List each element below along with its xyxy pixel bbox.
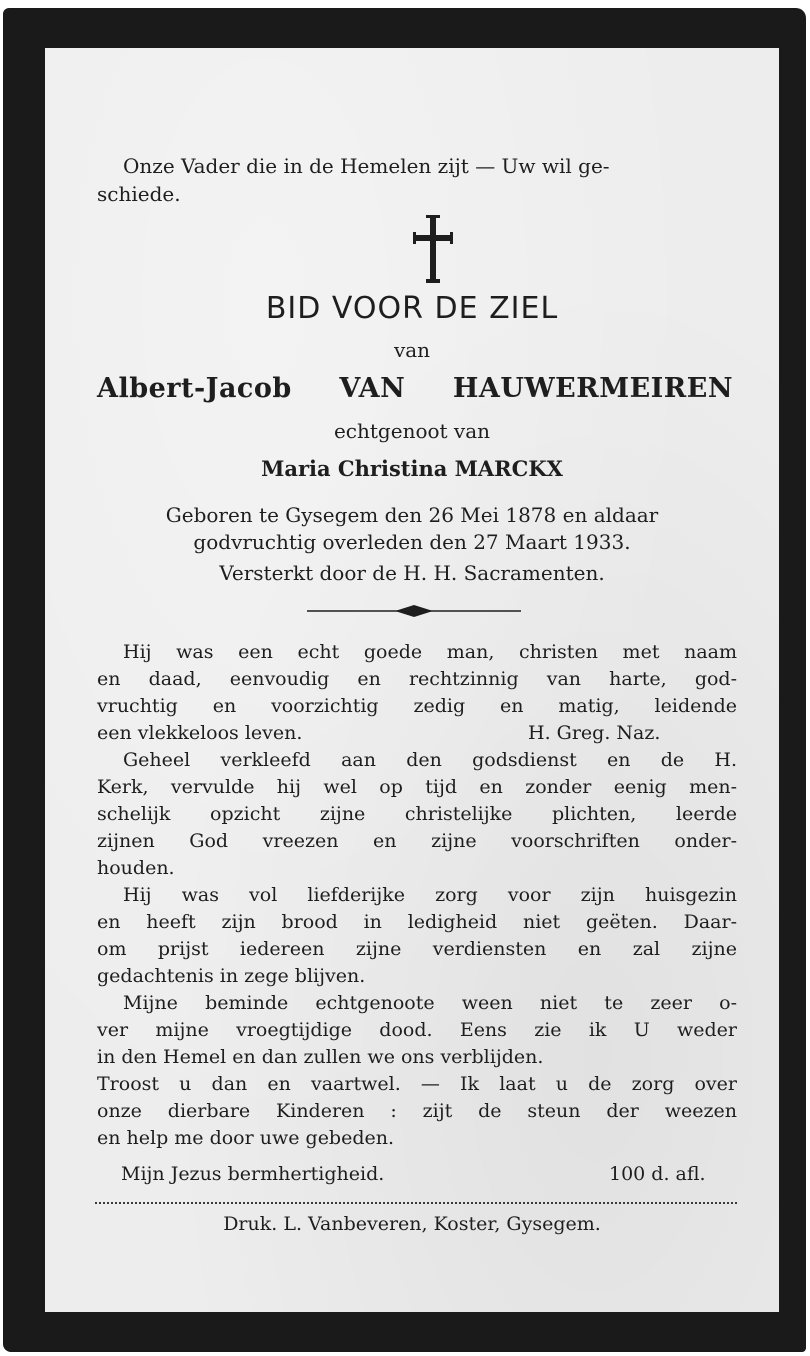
body-line: Troost u dan en vaartwel. — Ik laat u de zorg over — [97, 1073, 737, 1095]
body-line: en daad, eenvoudig en rechtzinnig van harte, god- — [97, 668, 737, 690]
body-line: onze dierbare Kinderen : zijt de steun der weezen — [97, 1100, 737, 1122]
prayer-line-1: Onze Vader die in de Hemelen zijt — Uw wil ge- — [123, 154, 610, 178]
body-line: gedachtenis in zege blijven. — [97, 965, 366, 987]
body-line: Mijne beminde echtgenoote ween niet te zeer o- — [123, 992, 737, 1014]
van-label: van — [393, 338, 431, 362]
card-paper — [45, 48, 779, 1312]
quote-attribution: H. Greg. Naz. — [528, 722, 661, 744]
ornament-divider — [307, 604, 521, 618]
body-line: Geheel verkleefd aan den godsdienst en de H. — [123, 749, 737, 771]
body-line: zijnen God vreezen en zijne voorschriften onder- — [97, 830, 737, 852]
body-line: om prijst iedereen zijne verdiensten en zal zijne — [97, 938, 737, 960]
body-line: een vlekkeloos leven. — [97, 722, 303, 744]
memorial-card — [3, 8, 806, 1352]
spouse-of-label: echtgenoot van — [333, 419, 491, 443]
body-line: Hij was een echt goede man, christen met naam — [123, 641, 737, 663]
dotted-divider — [95, 1202, 737, 1204]
printer-line: Druk. L. Vanbeveren, Koster, Gysegem. — [223, 1213, 601, 1235]
body-line: ver mijne vroegtijdige dood. Eens zie ik U weder — [97, 1019, 737, 1041]
deceased-name: Albert-Jacob VAN HAUWERMEIREN — [97, 373, 733, 404]
life-line-1: Geboren te Gysegem den 26 Mei 1878 en aldaar — [165, 503, 659, 527]
body-line: Hij was vol liefderijke zorg voor zijn huisgezin — [123, 884, 737, 906]
life-line-3: Versterkt door de H. H. Sacramenten. — [219, 561, 605, 585]
cross-icon — [411, 213, 455, 285]
closing-prayer: Mijn Jezus bermhertigheid. — [121, 1163, 385, 1185]
body-line: houden. — [97, 857, 175, 879]
body-line: en help me door uwe gebeden. — [97, 1127, 395, 1149]
body-line: Kerk, vervulde hij wel op tijd en zonder eenig men- — [97, 776, 737, 798]
life-line-2: godvruchtig overleden den 27 Maart 1933. — [193, 530, 631, 554]
page-title: BID VOOR DE ZIEL — [265, 291, 559, 326]
spouse-name: Maria Christina MARCKX — [261, 456, 563, 481]
body-line: vruchtig en voorzichtig zedig en matig, leidende — [97, 695, 737, 717]
prayer-line-2: schiede. — [97, 182, 181, 206]
body-line: in den Hemel en dan zullen we ons verblijden. — [97, 1046, 544, 1068]
indulgence: 100 d. afl. — [609, 1163, 706, 1185]
body-line: schelijk opzicht zijne christelijke plichten, leerde — [97, 803, 737, 825]
body-line: en heeft zijn brood in ledigheid niet geëten. Daar- — [97, 911, 737, 933]
